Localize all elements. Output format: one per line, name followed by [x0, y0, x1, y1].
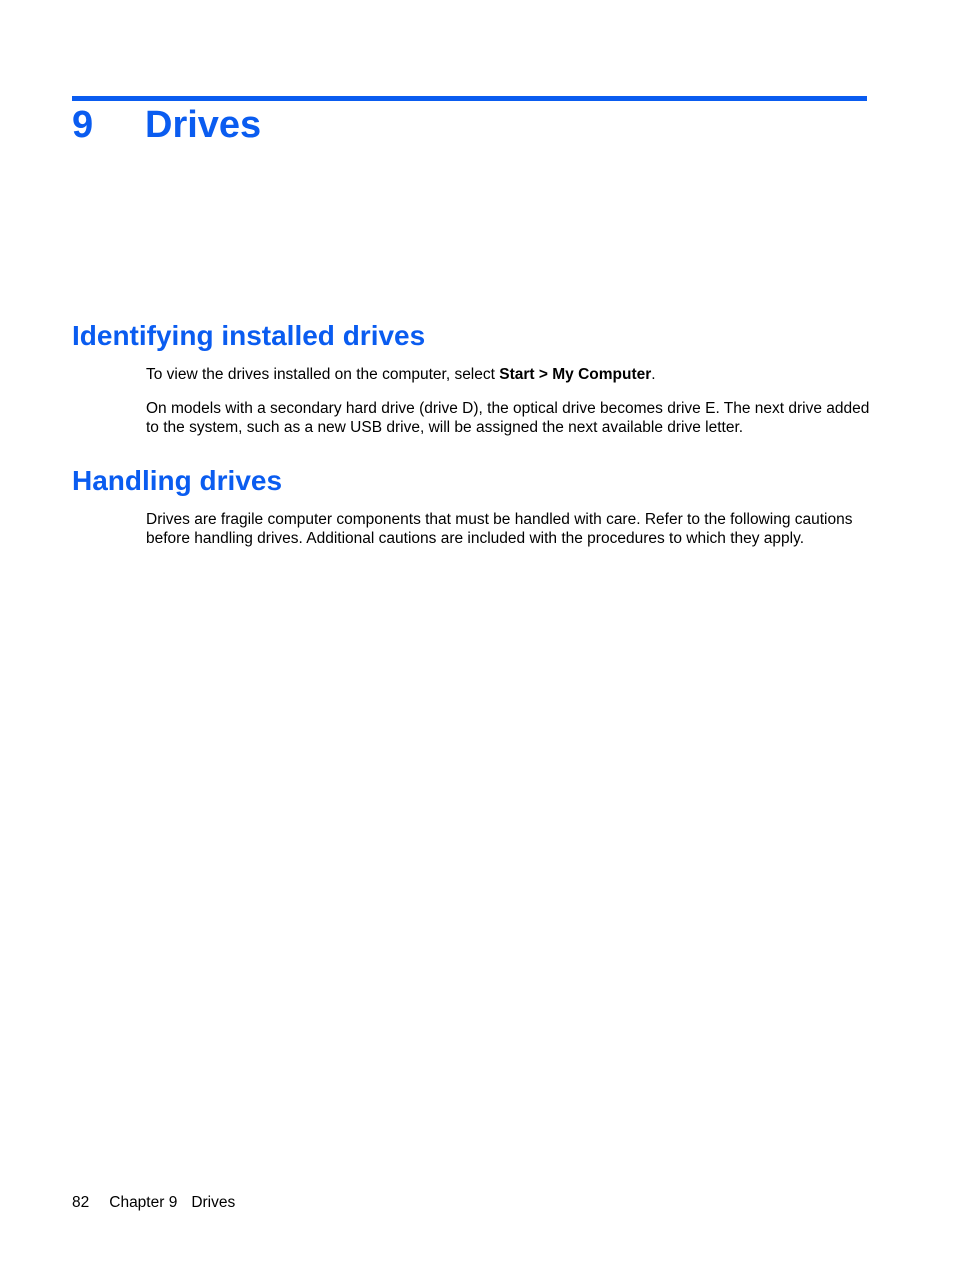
chapter-number: 9	[72, 104, 94, 146]
paragraph-text: To view the drives installed on the computer, select	[146, 366, 500, 383]
chapter-title: Drives	[145, 104, 262, 146]
section-heading-identifying-installed-drives: Identifying installed drives	[72, 320, 426, 351]
page-footer	[72, 1193, 235, 1212]
paragraph-text: .	[651, 366, 656, 383]
section-heading-handling-drives: Handling drives	[72, 465, 283, 496]
footer-chapter-label: Chapter 9	[109, 1194, 178, 1211]
menu-path: Start > My Computer	[499, 366, 652, 383]
paragraph-handling-cautions: Drives are fragile computer components that must be handled with care. Refer to the following cautions before handling drives. Additional cautions are included with the procedures to which they apply.	[146, 511, 853, 547]
paragraph-view-drives	[146, 365, 871, 384]
footer-chapter-name: Drives	[191, 1194, 236, 1211]
paragraph-drive-letters: On models with a secondary hard drive (drive D), the optical drive becomes drive E. The next drive added to the system, such as a new USB drive, will be assigned the next available drive letter.	[146, 400, 870, 436]
page-number: 82	[72, 1194, 90, 1211]
